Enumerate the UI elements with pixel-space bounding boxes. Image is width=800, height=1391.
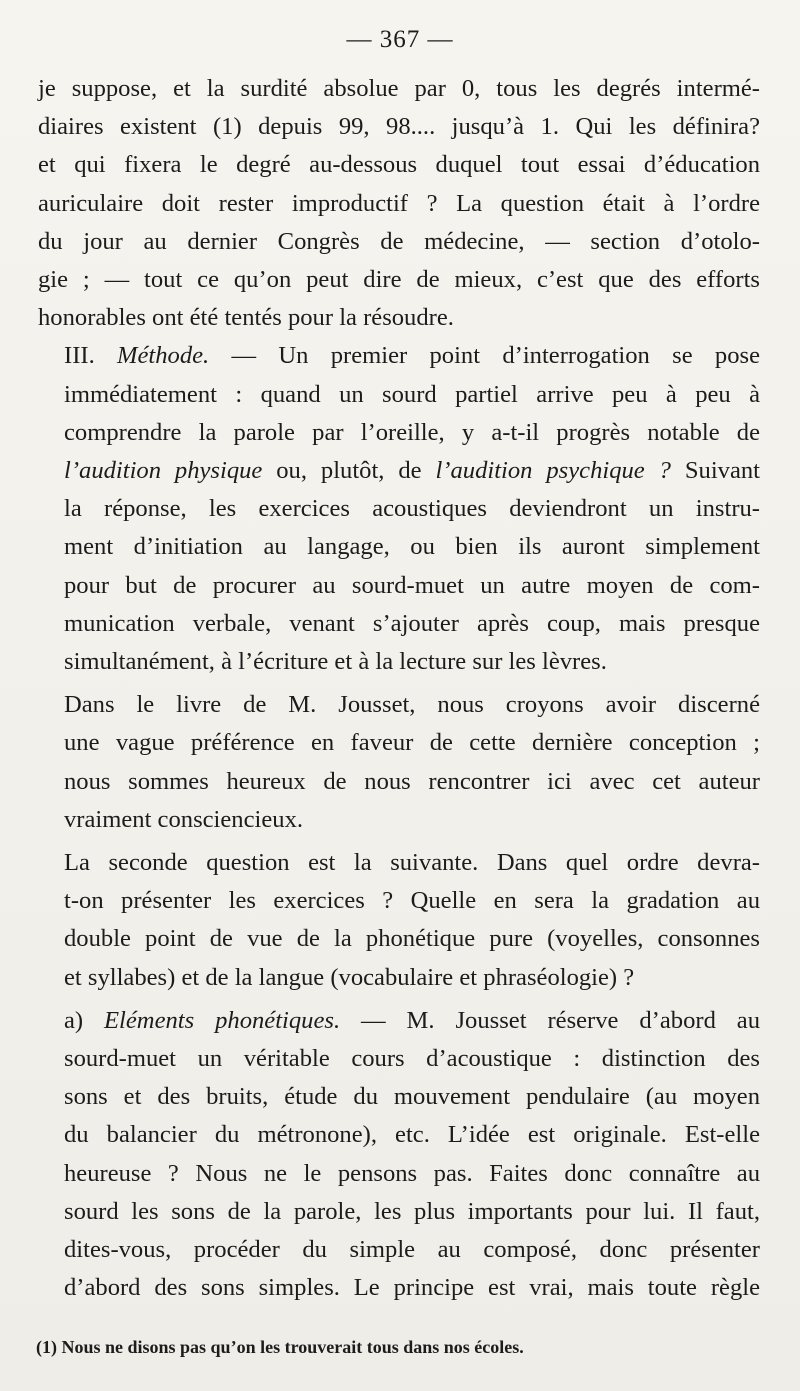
text-line: auriculaire doit rester improductif ? La question était à l’ordre	[38, 189, 760, 217]
paragraph-second-question	[38, 844, 760, 997]
list-marker: a)	[64, 1006, 105, 1034]
text-line: nous sommes heureux de nous rencontrer ici avec cet auteur	[64, 767, 760, 795]
paragraph-elements-phonetiques	[38, 1002, 760, 1308]
text-line: sourd les sons de la parole, les plus importants pour lui. Il faut,	[64, 1197, 760, 1225]
text-run: — M. Jousset réserve d’abord au	[340, 1006, 760, 1034]
text-line: une vague préférence en faveur de cette dernière conception ;	[64, 729, 760, 757]
paragraph-jousset	[38, 686, 760, 839]
text-run: — Un premier point d’interrogation se pose	[209, 342, 760, 370]
text-line: t-on présenter les exercices ? Quelle en sera la gradation au	[64, 887, 760, 915]
text-line: je suppose, et la surdité absolue par 0, tous les degrés intermé-	[38, 75, 760, 102]
text-line	[38, 337, 760, 375]
footnote: (1) Nous ne disons pas qu’on les trouverait tous dans nos écoles.	[36, 1337, 524, 1357]
section-heading-elements: Eléments phonétiques.	[104, 1006, 341, 1034]
text-line: gie ; — tout ce qu’on peut dire de mieux, c’est que des efforts	[38, 266, 760, 294]
text-line: double point de vue de la phonétique pure (voyelles, consonnes	[64, 925, 760, 953]
page-number: — 367 —	[346, 26, 454, 53]
text-line: comprendre la parole par l’oreille, y a-t-il progrès notable de	[64, 418, 760, 446]
text-line: et qui fixera le degré au-dessous duquel tout essai d’éducation	[38, 151, 760, 179]
text-line: heureuse ? Nous ne le pensons pas. Faites donc connaître au	[64, 1159, 760, 1187]
text-line: La seconde question est la suivante. Dans quel ordre devra-	[64, 849, 760, 877]
text-line: Dans le livre de M. Jousset, nous croyons avoir discerné	[64, 691, 760, 719]
text-line	[38, 452, 760, 490]
text-line: du jour au dernier Congrès de médecine, — section d’otolo-	[38, 227, 760, 255]
text-run: ou, plutôt, de	[262, 457, 436, 485]
text-line: diaires existent (1) depuis 99, 98.... jusqu’à 1. Qui les définira?	[38, 113, 760, 141]
text-line	[38, 1002, 760, 1040]
paragraph-hearing-degrees	[38, 70, 760, 337]
body-text	[38, 70, 760, 1308]
text-line: du balancier du métronone), etc. L’idée est originale. Est-elle	[64, 1121, 760, 1149]
text-line: honorables ont été tentés pour la résoudre.	[38, 304, 454, 332]
text-line: d’abord des sons simples. Le principe est vrai, mais toute règle	[64, 1274, 760, 1302]
text-line: sons et des bruits, étude du mouvement pendulaire (au moyen	[64, 1083, 760, 1111]
text-line: la réponse, les exercices acoustiques deviendront un instru-	[64, 495, 760, 523]
text-line: vraiment consciencieux.	[64, 805, 304, 833]
text-line: dites-vous, procéder du simple au composé, donc présenter	[64, 1236, 760, 1264]
text-line: pour but de procurer au sourd-muet un autre moyen de com-	[64, 571, 760, 599]
paragraph-methode	[38, 337, 760, 681]
text-run: Suivant	[670, 457, 760, 485]
text-line: et syllabes) et de la langue (vocabulaire et phraséologie) ?	[64, 963, 635, 991]
text-line: munication verbale, venant s’ajouter après coup, mais presque	[64, 609, 760, 637]
text-line: immédiatement : quand un sourd partiel arrive peu à peu à	[64, 380, 760, 408]
italic-term: l’audition physique	[64, 457, 263, 485]
text-line: sourd-muet un véritable cours d’acoustique : distinction des	[64, 1045, 760, 1073]
text-line: ment d’initiation au langage, ou bien ils auront simplement	[64, 533, 760, 561]
section-number: III.	[64, 342, 118, 370]
section-heading-methode: Méthode.	[117, 342, 210, 370]
text-line: simultanément, à l’écriture et à la lecture sur les lèvres.	[64, 648, 607, 676]
italic-term: l’audition psychique ?	[435, 457, 671, 485]
